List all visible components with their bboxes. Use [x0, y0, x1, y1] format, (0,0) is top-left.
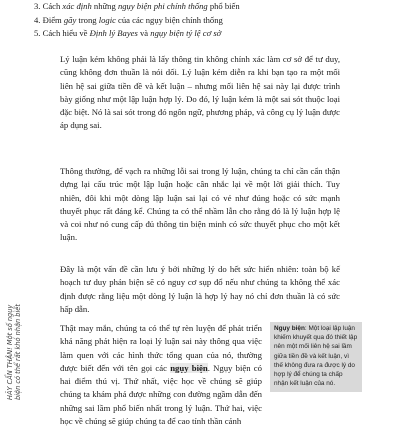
paragraph-problem: Đây là một vấn đề cần lưu ý bởi những lý do hết sức hiển nhiên: toàn bộ kế hoạch tư duy phản biện sẽ có nguy cơ sụp đổ nếu như chúng ta không thể xác định được rằng liệu một dòng lý luận là hợp lý hay nó chỉ đơn thuần là có sức hấp dẫn. — [60, 264, 340, 314]
list-item: 4. Điểm gãy trong logic của các ngụy biện chính thống — [34, 14, 223, 25]
numbered-list — [34, 0, 344, 41]
paragraph-fallacies: Thông thường, để vạch ra những lỗi sai trong lý luận, chúng ta chỉ cần cẩn thận dựng lại cấu trúc một lập luận hoặc cân nhắc lại về một lời giải thích. Tuy nhiên, đôi khi một dòng lập luận sai lại có vẻ như đúng hoặc có sức mạnh thuyết phục rất đáng kể. Chúng ta có thể nhầm lẫn cho rằng đó là lý luận hợp lệ và coi như nó cung cấp đủ thông tin biện minh có sức thuyết phục cho một kết luận. — [60, 166, 340, 243]
margin-warning-note: HÃY CẨN THẬN! Một số ngụy biện có thể rất khó nhận biết — [6, 304, 22, 400]
definition-sidebar — [270, 322, 362, 392]
list-item: 3. Cách xác định những ngụy biện phi chính thống phổ biến — [34, 1, 240, 11]
definition-term: Ngụy biện — [274, 325, 305, 332]
highlighted-term: ngụy biện — [170, 362, 208, 373]
list-item: 5. Cách hiểu về Định lý Bayes và ngụy biện tỷ lệ cơ sở — [34, 28, 222, 38]
definition-text: : Một loại lập luận khiếm khuyết qua đó thiết lập nên một mối liên hệ sai lầm giữa tiền đề và kết luận, vì thế không đưa ra được lý do hợp lý để chúng ta chấp nhận kết luận của nó. — [274, 325, 358, 388]
paragraph-fortunately: Thật may mắn, chúng ta có thể tự rèn luyện để phát triển khả năng phát hiện ra loại lý luận sai này thông qua việc làm quen với các hình thức tổng quan của nó, thường được biết đến với tên gọi các ngụy biện. Ngụy biện có hai điểm thú vị. Thứ nhất, việc học về chúng sẽ giúp chúng ta khám phá được những con đường ngầm dẫn đến những sai lầm phổ biến nhất trong lý luận. Thứ hai, việc học về chúng sẽ giúp chúng ta để cao tính thần cảnh — [60, 323, 262, 427]
paragraph-reasoning: Lý luận kém không phải là lấy thông tin không chính xác làm cơ sở để tư duy, cũng không đơn thuần là nói dối. Lý luận kém diễn ra khi bạn tạo ra một mối liên hệ sai giữa tiền đề và kết luận – nhưng mối liên hệ sai này lại được trình bày giống như một lập luận hợp lý. Do đó, lý luận kém là một sai sót thuộc loại đặc biệt. Nó là sai sót trong đó ngôn ngữ, phương pháp, và công cụ lý luận được áp dụng sai. — [60, 54, 340, 131]
